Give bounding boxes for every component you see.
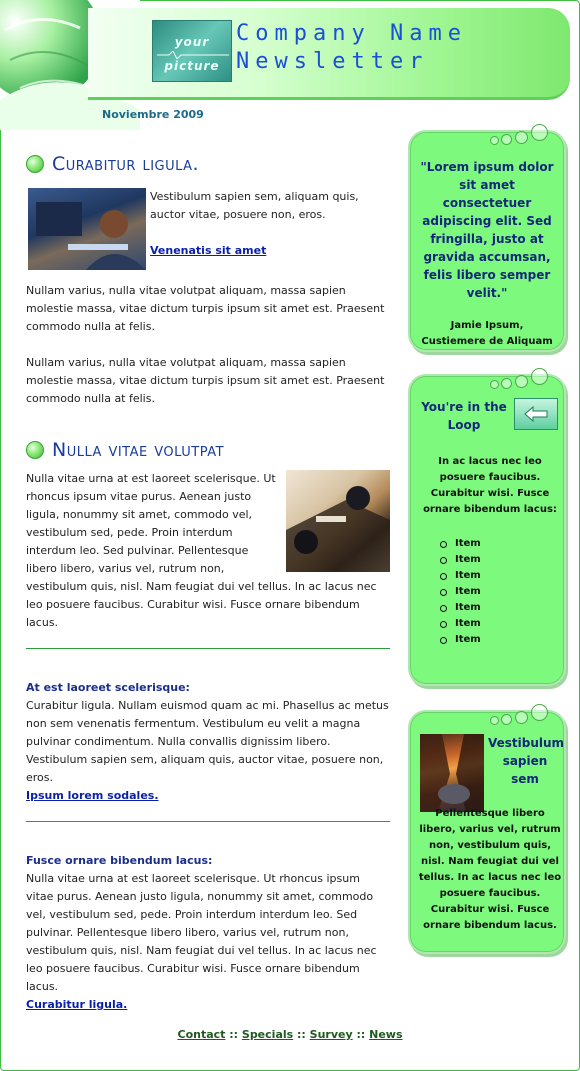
footer-link-contact[interactable]: Contact: [177, 1028, 226, 1041]
your-picture-logo: [152, 20, 232, 82]
footer-separator: ::: [293, 1028, 310, 1041]
article1-photo: [28, 188, 146, 270]
bullet-icon: [440, 637, 447, 644]
section4-text: Nulla vitae urna at est laoreet scelerisque. Ut rhoncus ipsum vitae purus. Aenean justo ligula, nonummy sit amet, commodo vel, vestibulum sed, pede. Proin interdum interdum leo. Sed pulvinar. Pellentesque libero libero, varius vel, rutrum non, vestibulum quis, nisl. Nam feugiat dui vel tellus. In ac lacus nec leo posuere faucibus. Curabitur wisi. Fusce ornare bibendum lacus.: [26, 872, 377, 993]
footer-separator: ::: [352, 1028, 370, 1041]
list-item-label: Item: [455, 586, 481, 597]
section3-text: Curabitur ligula. Nullam euismod quam ac mi. Phasellus ac metus non sem venenatis fermentum. Vestibulum eu velit a magna pulvinar condimentum. Nulla convallis dignissim libero. Vestibulum sapien sem, aliquam quis, auctor vitae, posuere non, eros.: [26, 699, 389, 784]
bullet-icon: [440, 589, 447, 596]
bullet-icon: [440, 605, 447, 612]
back-arrow-button[interactable]: [514, 398, 558, 430]
vestibulum-title: Vestibulum sapien sem: [488, 736, 565, 786]
list-item-label: Item: [455, 602, 481, 613]
article1-title: Curabitur ligula.: [52, 153, 200, 175]
list-item-label: Item: [455, 634, 481, 645]
quote-box: [408, 130, 566, 352]
section4-heading: Fusce ornare bibendum lacus:: [26, 854, 213, 867]
bullet-icon: [440, 557, 447, 564]
logo-wave-icon: [157, 51, 229, 59]
article1-paragraph-1: Nullam varius, nulla vitae volutpat aliquam, massa sapien molestie massa, vitae dictum turpis ipsum sit amet est. Praesent commodo nulla at felis.: [26, 284, 385, 333]
footer-link-survey[interactable]: Survey: [309, 1028, 353, 1041]
list-item: [440, 552, 481, 568]
article1-intro: Vestibulum sapien sem, aliquam quis, auctor vitae, posuere non, eros.: [150, 190, 359, 221]
vestibulum-text: Pellentesque libero libero, varius vel, rutrum non, vestibulum quis, nisl. Nam feugiat dui vel tellus. In ac lacus nec leo posuere faucibus. Curabitur wisi. Fusce ornare bibendum lacus.: [418, 808, 562, 931]
list-item: [440, 568, 481, 584]
green-ball-icon: [26, 155, 44, 173]
list-item: [440, 616, 481, 632]
article2-title: Nulla vitae volutpat: [52, 439, 225, 461]
section4: [26, 852, 390, 1014]
logo-text-line1: your: [174, 35, 210, 49]
canyon-photo: [420, 734, 484, 812]
venenatis-link[interactable]: Venenatis sit amet: [150, 244, 267, 257]
newsletter-label: Newsletter: [236, 49, 429, 74]
list-item-label: Item: [455, 554, 481, 565]
article1-paragraph-2: Nullam varius, nulla vitae volutpat aliquam, massa sapien molestie massa, vitae dictum turpis ipsum sit amet est. Praesent commodo nulla at felis.: [26, 356, 385, 405]
bullet-icon: [440, 573, 447, 580]
loop-title: You're in the Loop: [421, 400, 507, 432]
bullet-icon: [440, 541, 447, 548]
newsletter-header: [0, 0, 580, 130]
article2-heading: [26, 436, 390, 464]
article2-text: Nulla vitae urna at est laoreet scelerisque. Ut rhoncus ipsum vitae purus. Aenean justo ligula, nonummy sit amet, commodo vel, vestibulum sed, pede. Proin interdum interdum leo. Sed pulvinar. Pellentesque libero libero, varius vel, rutrum non, vestibulum quis, nisl. Nam feugiat dui vel tellus. In ac lacus nec leo posuere faucibus. Curabitur wisi. Fusce ornare bibendum lacus.: [26, 472, 377, 629]
list-item-label: Item: [455, 570, 481, 581]
section-divider: [26, 648, 390, 649]
section-divider: [26, 821, 390, 822]
footer-link-news[interactable]: News: [369, 1028, 403, 1041]
item-list: [440, 536, 481, 648]
left-arrow-icon: [523, 406, 549, 422]
bubbles-icon: [490, 368, 550, 394]
article1-heading: [26, 150, 390, 178]
bullet-icon: [440, 621, 447, 628]
green-ball-icon: [26, 441, 44, 459]
footer-nav: [0, 1028, 580, 1041]
article2-body: [26, 470, 390, 632]
bubbles-icon: [490, 704, 550, 730]
section3-heading: At est laoreet scelerisque:: [26, 681, 190, 694]
footer-link-specials[interactable]: Specials: [241, 1028, 294, 1041]
list-item: [440, 584, 481, 600]
list-item-label: Item: [455, 538, 481, 549]
curabitur-link[interactable]: Curabitur ligula.: [26, 998, 128, 1011]
testimonial-quote: "Lorem ipsum dolor sit amet consectetuer adipiscing elit. Sed fringilla, justo at gravida accumsan, felis libero semper velit.": [420, 160, 554, 300]
company-name: Company Name: [236, 21, 467, 46]
footer-separator: ::: [225, 1028, 242, 1041]
company-title: [236, 20, 467, 76]
article2-photo: [286, 470, 390, 572]
list-item-label: Item: [455, 618, 481, 629]
list-item: [440, 600, 481, 616]
ipsum-lorem-link[interactable]: Ipsum lorem sodales.: [26, 789, 159, 802]
issue-date: Noviembre 2009: [102, 108, 204, 121]
article1-body: [26, 188, 390, 408]
loop-box: [408, 374, 566, 686]
list-item: [440, 536, 481, 552]
testimonial-author: Jamie Ipsum, Custiemere de Aliquam: [421, 320, 553, 347]
section3: [26, 679, 390, 805]
loop-text: In ac lacus nec leo posuere faucibus. Curabitur wisi. Fusce ornare bibendum lacus:: [423, 456, 557, 515]
list-item: [440, 632, 481, 648]
vestibulum-box: [408, 710, 566, 954]
main-column: [26, 150, 390, 1014]
logo-text-line2: picture: [164, 59, 220, 73]
bubbles-icon: [490, 124, 550, 150]
